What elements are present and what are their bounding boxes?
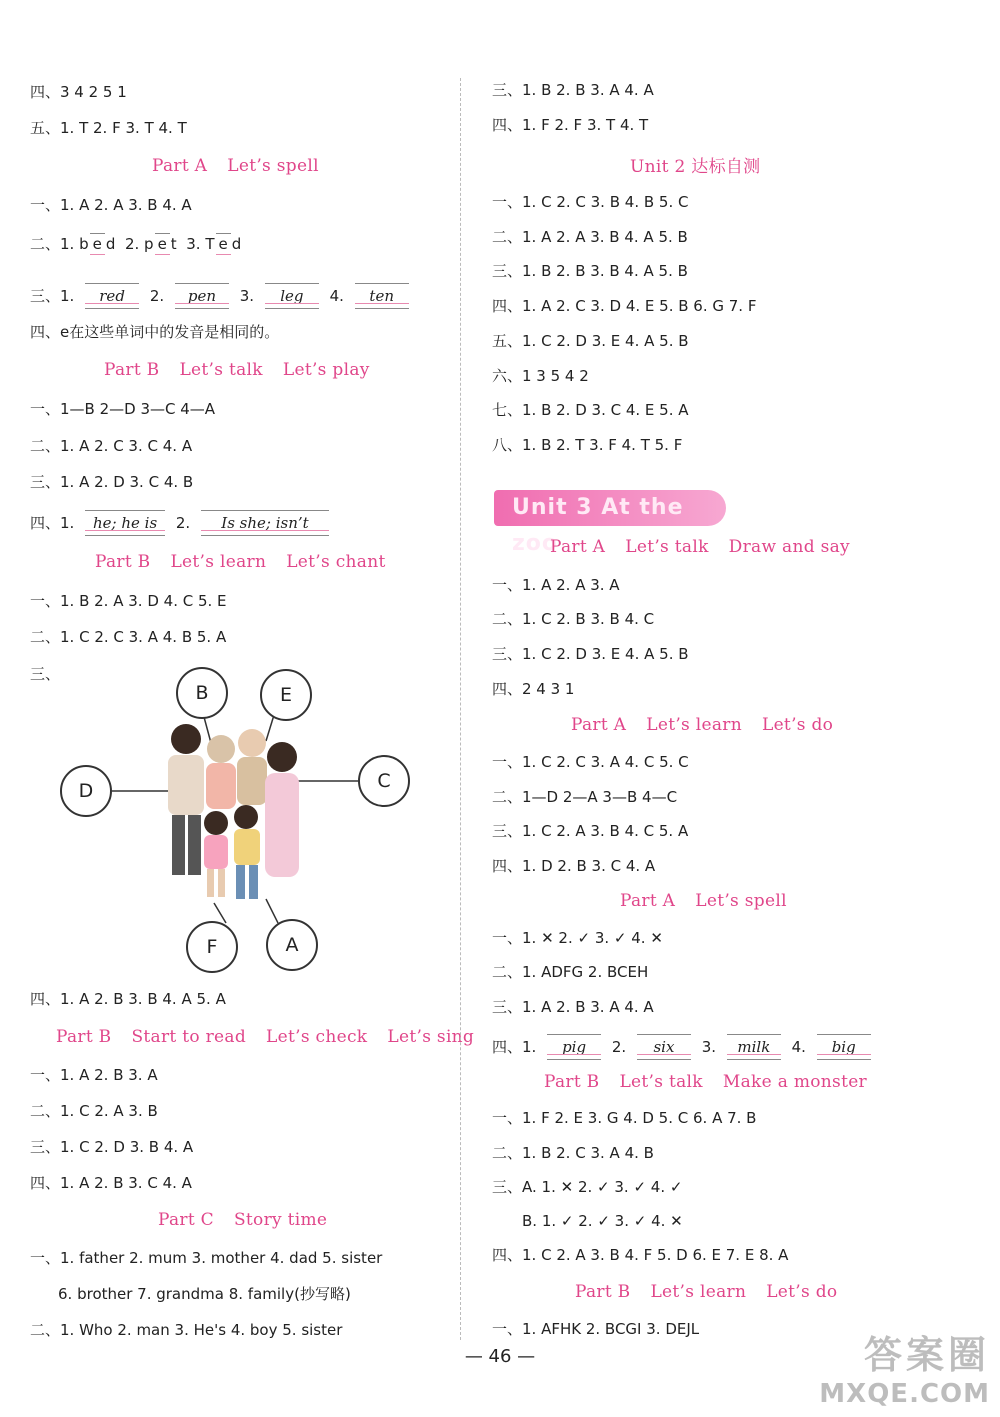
answer-line: 二、1. ADFG 2. BCEH bbox=[492, 963, 649, 981]
answer-line: 三、1. C 2. A 3. B 4. C 5. A bbox=[492, 822, 689, 840]
label-circle-c: C bbox=[358, 755, 410, 807]
answer-line: 二、1—D 2—A 3—B 4—C bbox=[492, 788, 678, 806]
answer-line: 八、1. B 2. T 3. F 4. T 5. F bbox=[492, 436, 683, 454]
section-heading: Part A Let’s spell bbox=[620, 891, 787, 911]
answer-line: 二、1. A 2. C 3. C 4. A bbox=[30, 437, 193, 455]
answer-line: 四、1. C 2. A 3. B 4. F 5. D 6. E 7. E 8. A bbox=[492, 1246, 789, 1264]
answer-line: 四、e在这些单词中的发音是相同的。 bbox=[30, 323, 280, 341]
family-illustration bbox=[56, 665, 416, 975]
label-circle-d: D bbox=[60, 765, 112, 817]
section-heading: Part B Start to read Let’s check Let’s sing bbox=[56, 1027, 475, 1047]
answer-line: 二、1. C 2. B 3. B 4. C bbox=[492, 610, 655, 628]
section-heading: Part B Let’s talk Let’s play bbox=[104, 360, 370, 380]
answer-line: 二、1. A 2. A 3. B 4. A 5. B bbox=[492, 228, 688, 246]
answer-line-handwriting: 四、1. he; he is 2. Is she; isn’t bbox=[30, 510, 335, 536]
watermark bbox=[819, 1324, 990, 1409]
answer-line: 五、1. C 2. D 3. E 4. A 5. B bbox=[492, 332, 689, 350]
answer-line: 三、1. B 2. B 3. B 4. A 5. B bbox=[492, 262, 688, 280]
answer-line: 一、1. father 2. mum 3. mother 4. dad 5. sister bbox=[30, 1249, 383, 1267]
section-heading: Part C Story time bbox=[158, 1210, 328, 1230]
section-heading: Part A Let’s talk Draw and say bbox=[550, 537, 850, 557]
page-number: — 46 — bbox=[464, 1346, 536, 1367]
answer-line: 七、1. B 2. D 3. C 4. E 5. A bbox=[492, 401, 689, 419]
answer-line: 一、1. B 2. A 3. D 4. C 5. E bbox=[30, 592, 227, 610]
answer-line-handwriting: 三、1. red 2. pen 3. leg 4. ten bbox=[30, 283, 415, 309]
answer-line: 一、1. F 2. E 3. G 4. D 5. C 6. A 7. B bbox=[492, 1109, 757, 1127]
unit-test-heading: Unit 2 达标自测 bbox=[630, 157, 761, 177]
watermark-site: MXQE.COM bbox=[819, 1379, 990, 1409]
section-heading: Part B Let’s learn Let’s do bbox=[575, 1282, 838, 1302]
section-heading: Part B Let’s talk Make a monster bbox=[544, 1072, 867, 1092]
answer-line-handwriting: 四、1. pig 2. six 3. milk 4. big bbox=[492, 1034, 877, 1060]
answer-line-letters: 二、1. b e d 2. p e t 3. T e d bbox=[30, 235, 242, 253]
answer-line: B. 1. ✓ 2. ✓ 3. ✓ 4. ✕ bbox=[522, 1212, 683, 1230]
answer-line: 一、1. A 2. A 3. A bbox=[492, 576, 620, 594]
answer-line: 6. brother 7. grandma 8. family(抄写略) bbox=[58, 1285, 351, 1303]
answer-line: 三、 bbox=[30, 665, 61, 683]
column-divider bbox=[460, 78, 461, 1340]
label-circle-a: A bbox=[266, 919, 318, 971]
label-circle-b: B bbox=[176, 667, 228, 719]
answer-line: 一、1. ✕ 2. ✓ 3. ✓ 4. ✕ bbox=[492, 929, 663, 947]
answer-line: 三、A. 1. ✕ 2. ✓ 3. ✓ 4. ✓ bbox=[492, 1178, 683, 1196]
answer-line: 四、1. F 2. F 3. T 4. T bbox=[492, 116, 649, 134]
answer-line: 二、1. B 2. C 3. A 4. B bbox=[492, 1144, 654, 1162]
label-circle-f: F bbox=[186, 921, 238, 973]
answer-line: 一、1. A 2. B 3. A bbox=[30, 1066, 158, 1084]
watermark-logo: 答案圈 bbox=[863, 1333, 990, 1377]
answer-line: 四、1. A 2. B 3. B 4. A 5. A bbox=[30, 990, 226, 1008]
answer-line: 四、3 4 2 5 1 bbox=[30, 83, 127, 101]
answer-line: 一、1. AFHK 2. BCGI 3. DEJL bbox=[492, 1320, 700, 1338]
answer-line: 四、1. A 2. C 3. D 4. E 5. B 6. G 7. F bbox=[492, 297, 757, 315]
answer-line: 二、1. C 2. A 3. B bbox=[30, 1102, 158, 1120]
section-heading: Part B Let’s learn Let’s chant bbox=[95, 552, 386, 572]
answer-line: 一、1. A 2. A 3. B 4. A bbox=[30, 196, 192, 214]
unit-3-banner: Unit 3 At the zoo bbox=[494, 490, 726, 526]
answer-line: 三、1. A 2. D 3. C 4. B bbox=[30, 473, 194, 491]
answer-line: 三、1. A 2. B 3. A 4. A bbox=[492, 998, 654, 1016]
answer-line: 四、1. D 2. B 3. C 4. A bbox=[492, 857, 656, 875]
answer-line: 一、1. C 2. C 3. B 4. B 5. C bbox=[492, 193, 689, 211]
family-drawing bbox=[56, 665, 416, 975]
answer-line: 一、1—B 2—D 3—C 4—A bbox=[30, 400, 216, 418]
answer-line: 二、1. C 2. C 3. A 4. B 5. A bbox=[30, 628, 227, 646]
answer-line: 二、1. Who 2. man 3. He's 4. boy 5. sister bbox=[30, 1321, 343, 1339]
answer-line: 五、1. T 2. F 3. T 4. T bbox=[30, 119, 187, 137]
label-circle-e: E bbox=[260, 669, 312, 721]
answer-line: 四、1. A 2. B 3. C 4. A bbox=[30, 1174, 192, 1192]
answer-line: 四、2 4 3 1 bbox=[492, 680, 575, 698]
answer-line: 三、1. C 2. D 3. B 4. A bbox=[30, 1138, 194, 1156]
section-heading: Part A Let’s spell bbox=[152, 156, 319, 176]
answer-line: 一、1. C 2. C 3. A 4. C 5. C bbox=[492, 753, 689, 771]
answer-line: 六、1 3 5 4 2 bbox=[492, 367, 589, 385]
answer-line: 三、1. B 2. B 3. A 4. A bbox=[492, 81, 654, 99]
answer-line: 三、1. C 2. D 3. E 4. A 5. B bbox=[492, 645, 689, 663]
section-heading: Part A Let’s learn Let’s do bbox=[571, 715, 834, 735]
